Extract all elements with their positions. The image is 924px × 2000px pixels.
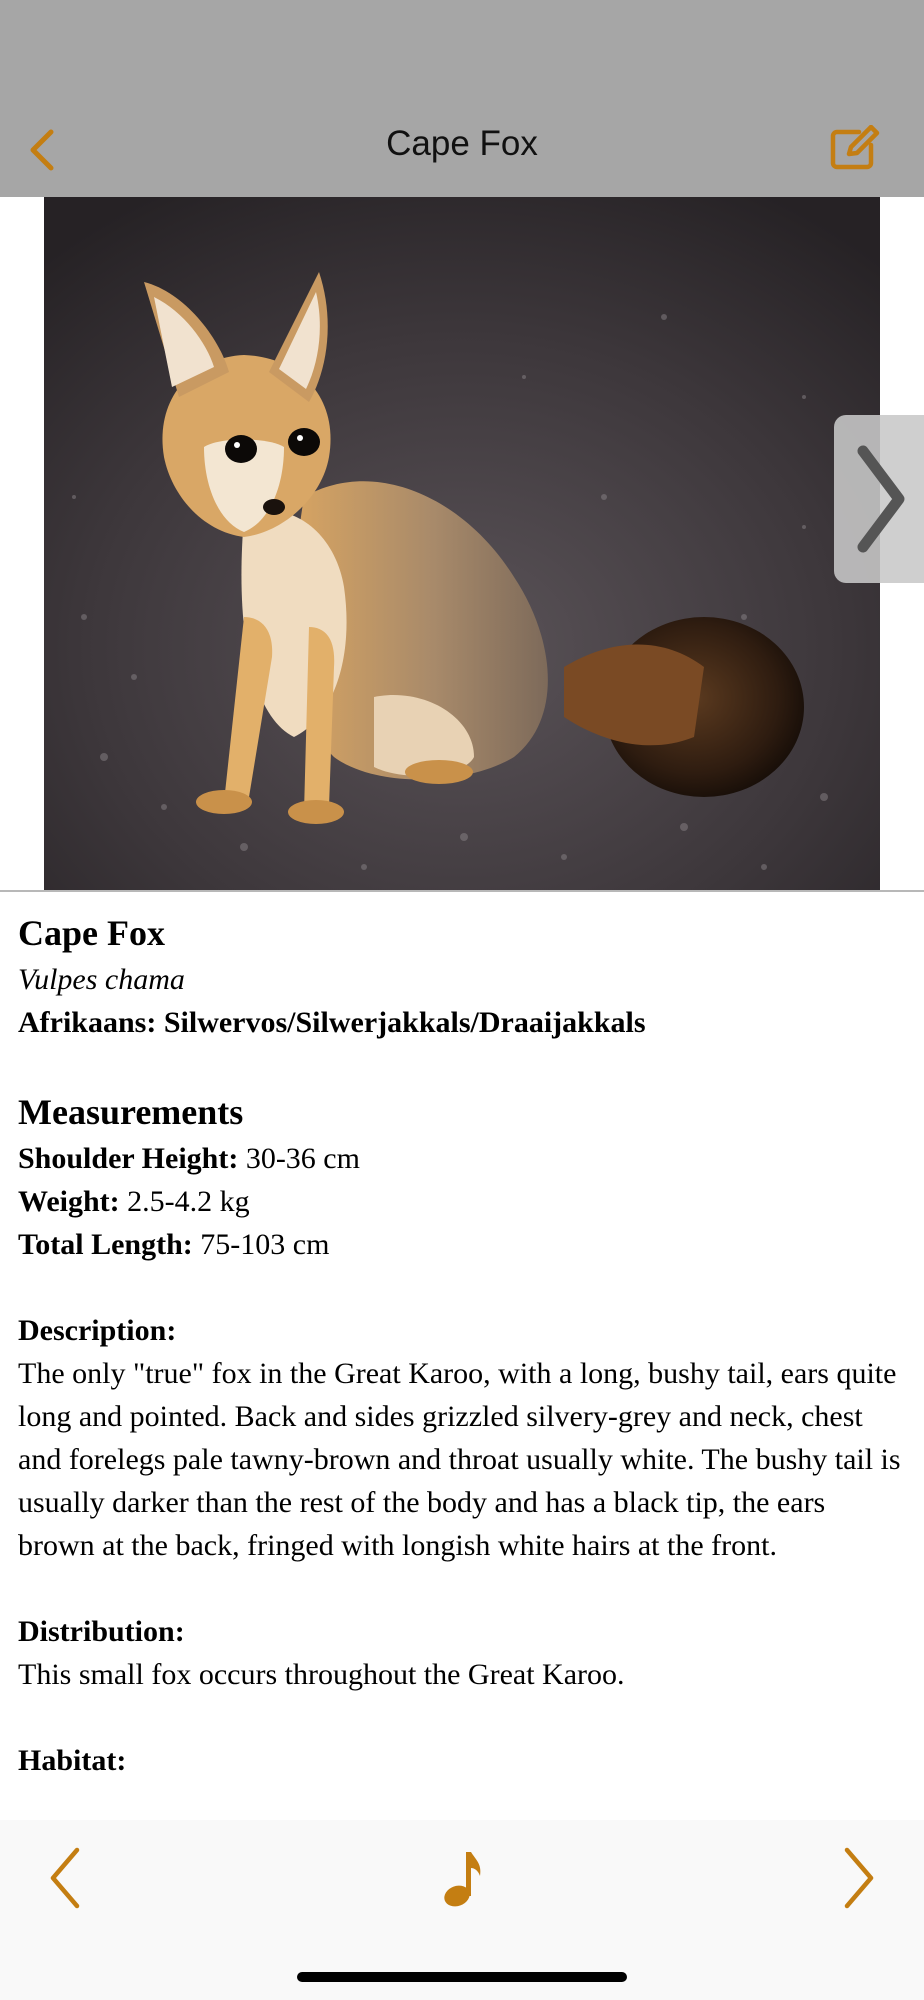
chevron-right-icon — [839, 1846, 879, 1910]
next-photo-button[interactable] — [834, 415, 924, 583]
shoulder-height-label: Shoulder Height: — [18, 1142, 239, 1175]
measurements-heading: Measurements — [18, 1092, 244, 1132]
music-note-icon — [440, 1846, 484, 1910]
back-button[interactable] — [18, 122, 66, 178]
shoulder-height-value: 30-36 cm — [238, 1142, 360, 1175]
home-indicator — [297, 1972, 627, 1982]
weight-label: Weight: — [18, 1185, 120, 1218]
description-heading: Description: — [18, 1314, 177, 1347]
edit-button[interactable] — [824, 120, 886, 176]
species-scientific-name: Vulpes chama — [18, 963, 185, 996]
page-title: Cape Fox — [386, 124, 538, 163]
distribution-heading: Distribution: — [18, 1615, 185, 1648]
species-common-name: Cape Fox — [18, 913, 165, 953]
weight-row — [18, 1180, 908, 1223]
total-length-value: 75-103 cm — [192, 1228, 330, 1261]
divider — [0, 890, 924, 892]
species-afrikaans-names: Afrikaans: Silwervos/Silwerjakkals/Draaijakkals — [18, 1006, 646, 1039]
weight-value: 2.5-4.2 kg — [119, 1185, 250, 1218]
description-text: The only "true" fox in the Great Karoo, with a long, bushy tail, ears quite long and pointed. Back and sides grizzled silvery-grey and neck, chest and forelegs pale tawny-brown and throat usually white. The bushy tail is usually darker than the rest of the body and has a black tip, the ears brown at the back, fringed with longish white hairs at the front. — [18, 1357, 901, 1562]
cape-fox-photo — [44, 197, 880, 890]
play-audio-button[interactable] — [422, 1838, 502, 1918]
navigation-bar — [0, 0, 924, 197]
shoulder-height-row — [18, 1137, 908, 1180]
habitat-heading: Habitat: — [18, 1744, 127, 1777]
next-species-button[interactable] — [819, 1838, 899, 1918]
total-length-label: Total Length: — [18, 1228, 193, 1261]
previous-species-button[interactable] — [25, 1838, 105, 1918]
chevron-left-icon — [27, 128, 57, 172]
species-photo — [44, 197, 880, 890]
species-details — [18, 908, 908, 1782]
distribution-text: This small fox occurs throughout the Great Karoo. — [18, 1658, 625, 1691]
total-length-row — [18, 1223, 908, 1266]
chevron-left-icon — [45, 1846, 85, 1910]
compose-icon — [829, 125, 881, 171]
chevron-right-icon — [849, 439, 909, 559]
